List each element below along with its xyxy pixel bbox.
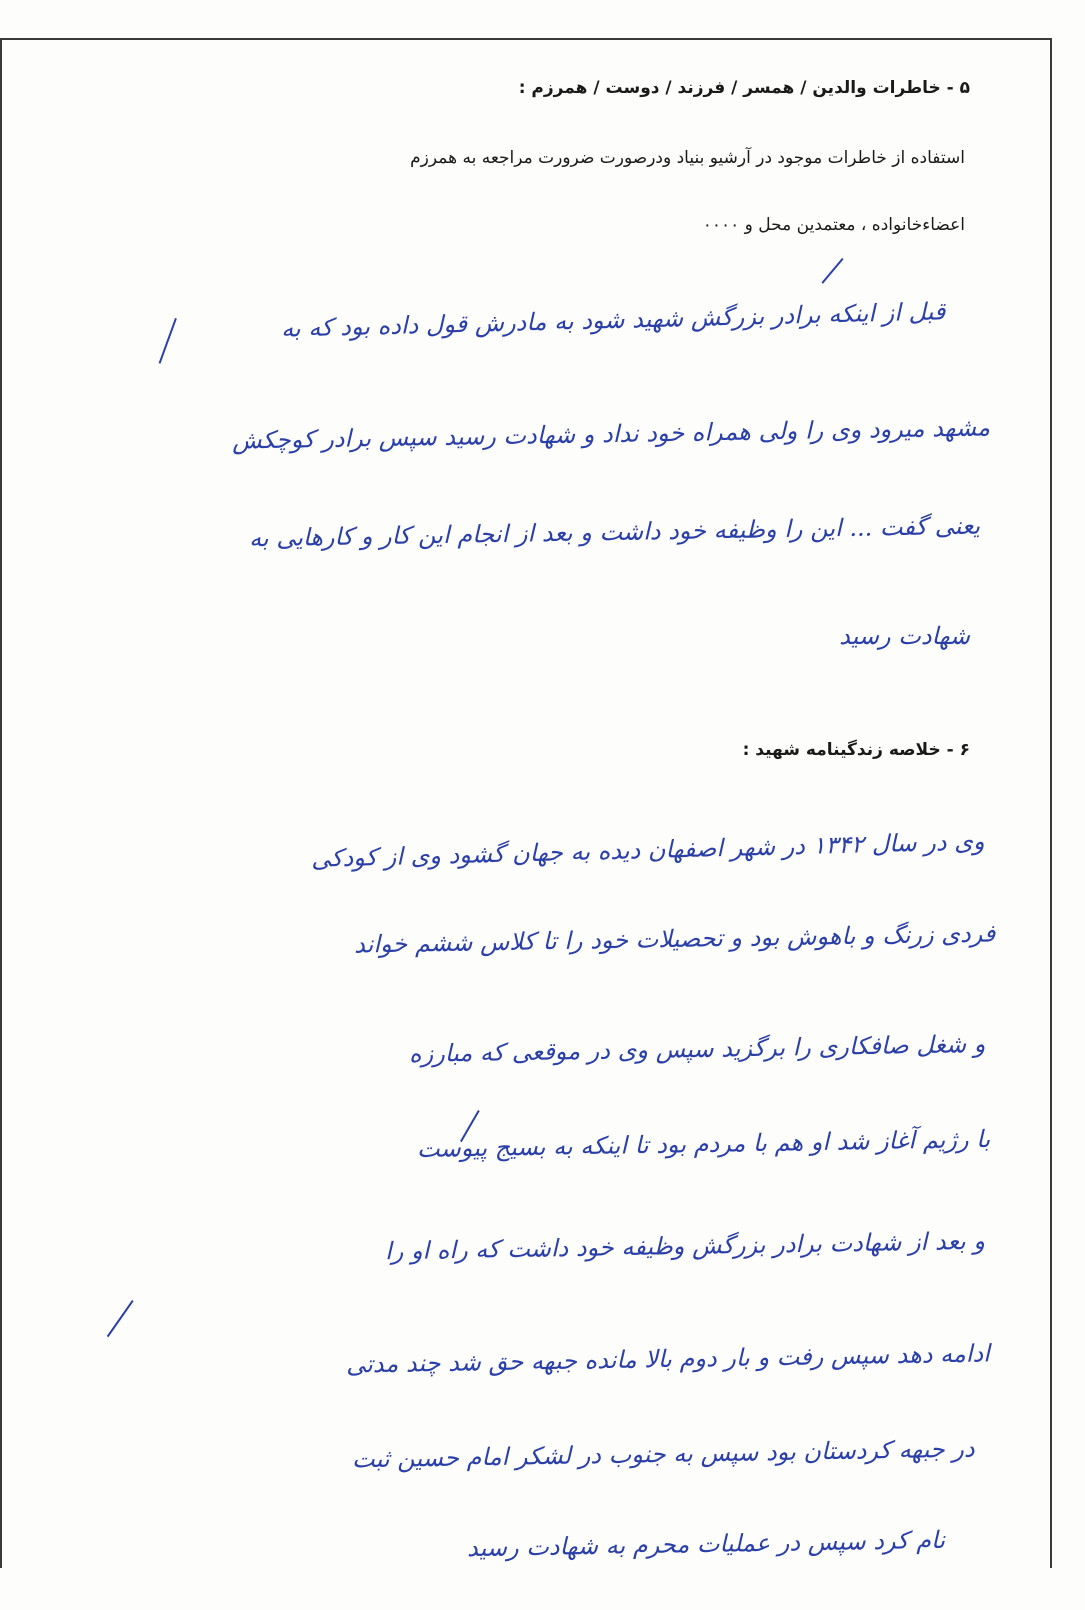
bio-line-3: و شغل صافکاری را برگزید سپس وی در موقعی که مبارزه [408,1029,986,1069]
bio-line-1: وی در سال ۱۳۴۲ در شهر اصفهان دیده به جهان گشود وی از کودکی [311,827,986,873]
memory-line-3: یعنی گفت ... این را وظیفه خود داشت و بعد از انجام این کار و کارهایی به [248,511,981,553]
bio-line-2: فردی زرنگ و باهوش بود و تحصیلات خود را تا کلاس ششم خواند [353,919,996,959]
section-5-instruction-line-2: اعضاءخانواده ، معتمدین محل و ۰۰۰۰ [702,215,965,235]
bio-line-8: نام کرد سپس در عملیات محرم به شهادت رسید [466,1525,946,1563]
bio-line-7: در جبهه کردستان بود سپس به جنوب در لشکر امام حسین ثبت [352,1434,976,1474]
page-border [0,38,1052,1568]
bio-line-4: با رژیم آغاز شد او هم با مردم بود تا اینکه به بسیج پیوست [416,1125,991,1163]
bio-line-5: و بعد از شهادت برادر بزرگش وظیفه خود داشت که راه او را [384,1226,986,1266]
section-5-heading: ۵ - خاطرات والدین / همسر / فرزند / دوست / همرزم : [518,78,970,98]
bio-line-6: ادامه دهد سپس رفت و بار دوم بالا مانده جبهه حق شد چند مدتی [345,1339,991,1379]
memory-line-1: قبل از اینکه برادر بزرگش شهید شود به مادرش قول داده بود که به [280,297,946,343]
memory-line-2: مشهد میرود وی را ولی همراه خود نداد و شهادت رسید سپس برادر کوچکش [231,413,991,455]
section-5-instruction-line-1: استفاده از خاطرات موجود در آرشیو بنیاد ودرصورت ضرورت مراجعه به همرزم [410,148,965,168]
section-6-heading: ۶ - خلاصه زندگینامه شهید : [742,740,970,760]
memory-line-4: شهادت رسید [839,622,970,650]
